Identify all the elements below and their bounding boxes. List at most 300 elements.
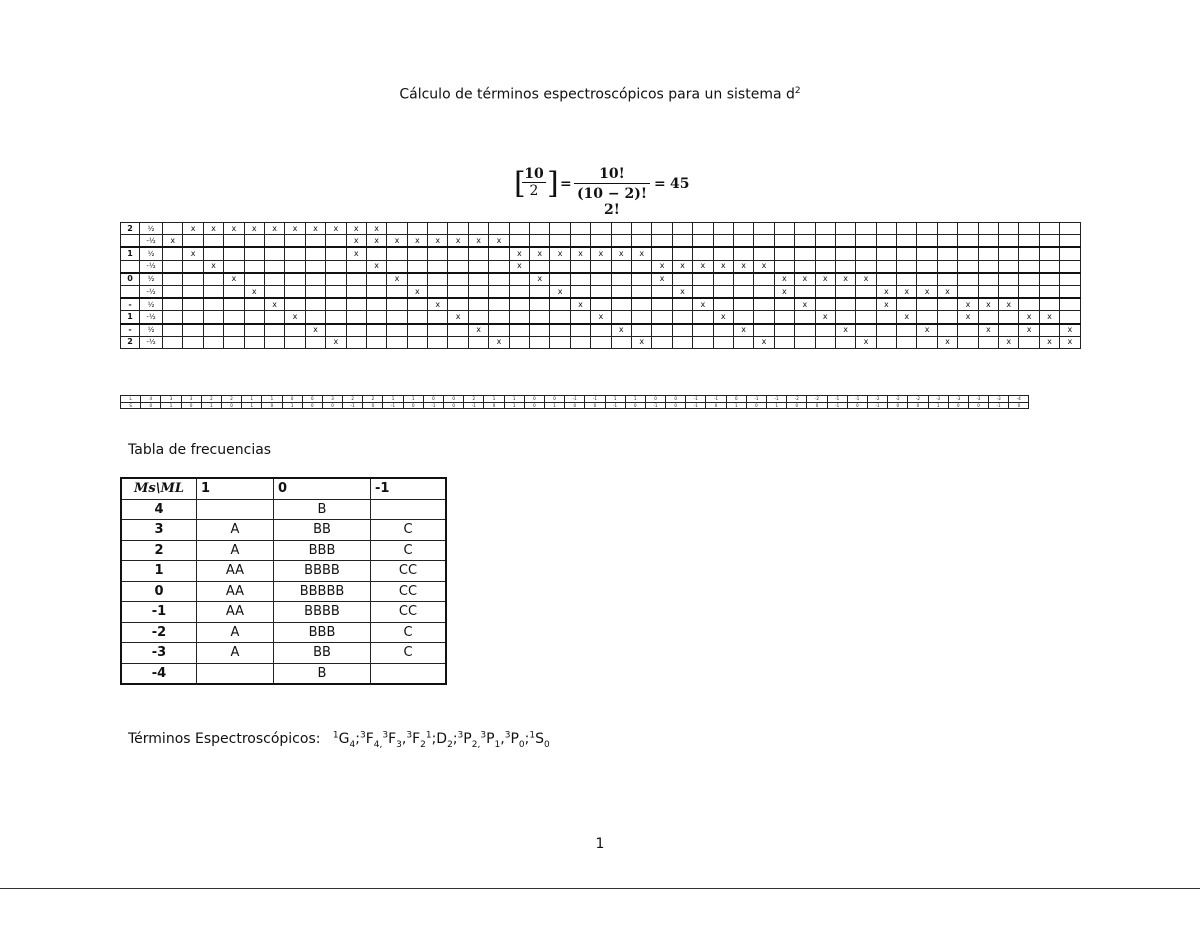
grid-cell: x — [876, 285, 896, 298]
grid-cell — [693, 324, 713, 337]
grid-cell — [611, 298, 631, 311]
frequency-cell: B — [274, 499, 371, 520]
grid-cell — [203, 235, 223, 248]
grid-cell: x — [366, 223, 386, 235]
grid-cell — [570, 285, 590, 298]
grid-cell — [917, 336, 937, 348]
grid-cell: x — [407, 285, 427, 298]
grid-cell — [1060, 273, 1080, 286]
grid-cell — [163, 311, 183, 324]
grid-cell — [1039, 260, 1059, 273]
grid-cell: x — [958, 298, 978, 311]
grid-cell — [407, 223, 427, 235]
grid-cell: x — [795, 273, 815, 286]
ml-label: - — [121, 298, 140, 311]
grid-cell — [163, 324, 183, 337]
grid-cell — [774, 324, 794, 337]
grid-cell — [937, 311, 957, 324]
grid-cell — [407, 273, 427, 286]
grid-cell — [387, 285, 407, 298]
grid-cell — [1060, 311, 1080, 324]
grid-cell: x — [1039, 311, 1059, 324]
summary-cell: 0 — [746, 402, 766, 409]
grid-cell — [305, 311, 325, 324]
ml-label — [121, 285, 140, 298]
grid-cell: x — [550, 247, 570, 260]
ms-label: ½ — [140, 298, 163, 311]
grid-cell — [754, 247, 774, 260]
grid-cell — [1019, 285, 1039, 298]
grid-cell — [366, 311, 386, 324]
frequency-cell: BBBB — [274, 602, 371, 623]
grid-cell: x — [591, 247, 611, 260]
frequency-cell: BB — [274, 520, 371, 541]
grid-cell — [366, 285, 386, 298]
grid-cell — [366, 273, 386, 286]
grid-cell — [285, 324, 305, 337]
grid-cell — [1019, 260, 1039, 273]
ms-label: -½ — [140, 311, 163, 324]
grid-cell — [937, 235, 957, 248]
grid-cell: x — [570, 247, 590, 260]
grid-cell — [795, 247, 815, 260]
grid-cell — [387, 311, 407, 324]
grid-cell — [183, 235, 203, 248]
grid-cell — [611, 336, 631, 348]
grid-cell — [468, 285, 488, 298]
summary-cell: 0 — [645, 396, 665, 403]
grid-cell — [876, 273, 896, 286]
grid-cell — [1060, 260, 1080, 273]
grid-cell — [713, 273, 733, 286]
grid-cell — [631, 285, 651, 298]
grid-cell — [489, 311, 509, 324]
grid-cell — [897, 260, 917, 273]
summary-cell: 0 — [625, 402, 645, 409]
grid-cell — [856, 247, 876, 260]
grid-cell — [387, 247, 407, 260]
grid-cell — [468, 298, 488, 311]
grid-cell: x — [387, 273, 407, 286]
summary-cell: -3 — [968, 396, 988, 403]
grid-cell — [285, 260, 305, 273]
grid-cell — [428, 260, 448, 273]
left-bracket: [ — [514, 166, 526, 201]
spectroscopic-terms — [128, 730, 550, 749]
summary-cell: -1 — [686, 396, 706, 403]
grid-cell: x — [550, 285, 570, 298]
grid-cell — [774, 311, 794, 324]
grid-cell — [366, 336, 386, 348]
grid-cell — [631, 235, 651, 248]
grid-cell — [835, 298, 855, 311]
summary-cell: -2 — [908, 396, 928, 403]
grid-cell — [937, 247, 957, 260]
grid-cell — [693, 285, 713, 298]
frequency-cell: 3 — [121, 520, 197, 541]
grid-cell — [387, 223, 407, 235]
grid-cell — [774, 247, 794, 260]
summary-cell: 0 — [544, 396, 564, 403]
grid-cell — [387, 324, 407, 337]
grid-cell — [387, 298, 407, 311]
grid-cell — [570, 324, 590, 337]
summary-cell: 1 — [201, 402, 221, 409]
binomial — [522, 166, 546, 199]
grid-cell — [672, 336, 692, 348]
grid-cell — [815, 324, 835, 337]
summary-label: L — [121, 396, 141, 403]
grid-cell — [448, 336, 468, 348]
summary-cell: -1 — [383, 402, 403, 409]
grid-row — [121, 285, 1081, 298]
grid-cell — [550, 298, 570, 311]
grid-cell: x — [1060, 336, 1080, 348]
grid-cell: x — [326, 336, 346, 348]
grid-cell — [530, 285, 550, 298]
grid-cell — [163, 298, 183, 311]
grid-cell: x — [631, 336, 651, 348]
grid-cell — [1060, 298, 1080, 311]
grid-row — [121, 336, 1081, 348]
fraction-numerator: 10! — [574, 166, 650, 184]
grid-cell — [978, 260, 998, 273]
grid-cell — [448, 260, 468, 273]
grid-cell — [733, 247, 753, 260]
grid-cell: x — [713, 260, 733, 273]
microstate-grid — [120, 222, 1081, 349]
grid-cell — [672, 247, 692, 260]
summary-cell: 0 — [968, 402, 988, 409]
frequency-cell: BBB — [274, 540, 371, 561]
grid-cell — [163, 247, 183, 260]
summary-cell: 1 — [282, 402, 302, 409]
grid-cell — [652, 324, 672, 337]
frequency-cell: AA — [197, 602, 274, 623]
ml-label: 0 — [121, 273, 140, 286]
grid-cell — [570, 223, 590, 235]
grid-cell — [978, 273, 998, 286]
grid-cell — [163, 260, 183, 273]
grid-cell — [244, 324, 264, 337]
grid-cell — [550, 324, 570, 337]
grid-cell — [550, 223, 570, 235]
grid-cell: x — [876, 298, 896, 311]
summary-cell: -1 — [867, 402, 887, 409]
grid-cell: x — [448, 235, 468, 248]
frequency-row — [121, 520, 446, 541]
grid-cell: x — [795, 298, 815, 311]
grid-cell — [917, 298, 937, 311]
grid-cell — [611, 311, 631, 324]
summary-cell: -1 — [746, 396, 766, 403]
grid-cell — [448, 298, 468, 311]
grid-cell — [754, 324, 774, 337]
grid-cell — [815, 298, 835, 311]
grid-cell — [978, 235, 998, 248]
grid-cell — [999, 247, 1019, 260]
summary-cell: 0 — [666, 402, 686, 409]
grid-cell — [326, 260, 346, 273]
binomial-top: 10 — [524, 166, 544, 182]
grid-row — [121, 324, 1081, 337]
grid-cell — [958, 324, 978, 337]
grid-cell — [468, 311, 488, 324]
grid-cell — [1019, 336, 1039, 348]
grid-cell — [387, 260, 407, 273]
grid-cell — [428, 285, 448, 298]
frequency-row — [121, 622, 446, 643]
formula-result: 45 — [670, 176, 690, 192]
summary-cell: 1 — [262, 396, 282, 403]
grid-cell: x — [693, 298, 713, 311]
grid-cell — [224, 311, 244, 324]
summary-cell: -2 — [888, 396, 908, 403]
summary-cell: -4 — [1009, 396, 1029, 403]
grid-cell — [672, 223, 692, 235]
grid-cell: x — [652, 273, 672, 286]
grid-cell — [183, 336, 203, 348]
grid-cell — [897, 298, 917, 311]
summary-cell: 0 — [484, 402, 504, 409]
grid-cell — [203, 247, 223, 260]
grid-cell — [937, 223, 957, 235]
frequency-cell: A — [197, 540, 274, 561]
grid-cell — [366, 324, 386, 337]
ms-label: -½ — [140, 235, 163, 248]
grid-cell: x — [856, 273, 876, 286]
grid-cell — [856, 311, 876, 324]
grid-cell: x — [264, 298, 284, 311]
grid-cell — [1039, 223, 1059, 235]
summary-row-l — [121, 396, 1029, 403]
grid-cell — [509, 223, 529, 235]
summary-cell: 0 — [807, 402, 827, 409]
grid-cell — [448, 223, 468, 235]
grid-cell — [530, 235, 550, 248]
grid-cell — [326, 298, 346, 311]
term: $^1;D_2$; — [425, 730, 458, 750]
term: $^3F_{4,}$ — [359, 730, 383, 750]
grid-cell — [897, 273, 917, 286]
frequency-cell: B — [274, 663, 371, 684]
ml-label: 2 — [121, 336, 140, 348]
grid-cell — [937, 260, 957, 273]
frequency-cell: 4 — [121, 499, 197, 520]
grid-cell — [713, 285, 733, 298]
grid-cell — [591, 235, 611, 248]
summary-cell: -1 — [706, 396, 726, 403]
grid-cell — [693, 235, 713, 248]
grid-cell — [611, 260, 631, 273]
grid-cell: x — [203, 260, 223, 273]
grid-cell: x — [570, 298, 590, 311]
summary-cell: 1 — [928, 402, 948, 409]
grid-cell — [183, 260, 203, 273]
frequency-cell: -4 — [121, 663, 197, 684]
grid-cell — [978, 285, 998, 298]
grid-cell — [835, 285, 855, 298]
summary-cell: -3 — [928, 396, 948, 403]
grid-cell — [652, 311, 672, 324]
grid-cell — [713, 247, 733, 260]
grid-cell — [550, 260, 570, 273]
grid-row — [121, 311, 1081, 324]
grid-cell: x — [530, 273, 550, 286]
summary-cell: 0 — [302, 396, 322, 403]
grid-cell — [264, 247, 284, 260]
grid-cell — [305, 298, 325, 311]
grid-cell — [672, 235, 692, 248]
grid-cell — [733, 273, 753, 286]
grid-cell: x — [530, 247, 550, 260]
grid-cell — [203, 324, 223, 337]
grid-cell — [407, 336, 427, 348]
grid-cell — [305, 336, 325, 348]
grid-cell: x — [366, 235, 386, 248]
grid-cell — [978, 247, 998, 260]
summary-cell: -3 — [948, 396, 968, 403]
ms-label: -½ — [140, 260, 163, 273]
grid-cell — [611, 223, 631, 235]
summary-cell: 2 — [201, 396, 221, 403]
grid-cell — [428, 273, 448, 286]
grid-cell: x — [346, 247, 366, 260]
grid-cell — [999, 260, 1019, 273]
grid-cell — [326, 247, 346, 260]
grid-cell — [183, 273, 203, 286]
grid-cell — [937, 273, 957, 286]
grid-cell — [1019, 223, 1039, 235]
grid-cell — [591, 260, 611, 273]
summary-cell: 1 — [767, 402, 787, 409]
grid-cell — [897, 235, 917, 248]
grid-cell — [958, 247, 978, 260]
grid-cell — [856, 260, 876, 273]
frequency-cell: -1 — [121, 602, 197, 623]
summary-cell: 0 — [888, 402, 908, 409]
grid-cell — [591, 324, 611, 337]
grid-cell — [428, 223, 448, 235]
grid-cell — [754, 223, 774, 235]
frequency-table-label: Tabla de frecuencias — [128, 442, 272, 458]
grid-cell — [631, 260, 651, 273]
grid-cell — [530, 298, 550, 311]
grid-cell — [693, 247, 713, 260]
grid-cell — [203, 285, 223, 298]
frequency-cell: 0 — [121, 581, 197, 602]
grid-cell: x — [815, 311, 835, 324]
frequency-table — [120, 477, 447, 685]
grid-cell: x — [937, 285, 957, 298]
frequency-cell: A — [197, 643, 274, 664]
summary-label: S — [121, 402, 141, 409]
summary-cell: 1 — [504, 396, 524, 403]
grid-cell — [285, 298, 305, 311]
frequency-cell: -2 — [121, 622, 197, 643]
grid-cell — [530, 336, 550, 348]
summary-cell: -1 — [645, 402, 665, 409]
grid-row — [121, 273, 1081, 286]
grid-cell — [774, 298, 794, 311]
summary-cell: -1 — [423, 402, 443, 409]
grid-cell — [652, 298, 672, 311]
grid-cell — [917, 311, 937, 324]
grid-cell — [448, 324, 468, 337]
grid-cell — [652, 223, 672, 235]
grid-cell: x — [305, 324, 325, 337]
ml-label — [121, 235, 140, 248]
grid-cell — [835, 247, 855, 260]
grid-cell — [489, 247, 509, 260]
grid-cell: x — [937, 336, 957, 348]
terms-list — [332, 730, 550, 750]
grid-cell — [693, 273, 713, 286]
summary-cell: 0 — [948, 402, 968, 409]
summary-cell: 0 — [706, 402, 726, 409]
grid-cell — [1039, 235, 1059, 248]
grid-row — [121, 235, 1081, 248]
ms-label: ½ — [140, 324, 163, 337]
summary-cell: -1 — [464, 402, 484, 409]
grid-cell — [366, 247, 386, 260]
grid-cell — [693, 336, 713, 348]
grid-cell — [305, 235, 325, 248]
grid-cell — [876, 247, 896, 260]
microstate-summary-table — [120, 395, 1029, 409]
grid-cell — [489, 298, 509, 311]
grid-cell: x — [611, 247, 631, 260]
grid-cell — [591, 285, 611, 298]
grid-cell — [999, 324, 1019, 337]
page-number: 1 — [595, 836, 605, 852]
frequency-cell: BB — [274, 643, 371, 664]
grid-cell — [224, 324, 244, 337]
summary-cell: 1 — [242, 396, 262, 403]
grid-cell — [305, 247, 325, 260]
grid-cell — [448, 285, 468, 298]
grid-cell — [795, 336, 815, 348]
grid-cell: x — [448, 311, 468, 324]
grid-cell: x — [978, 298, 998, 311]
right-bracket: ] — [547, 166, 559, 201]
summary-cell: 2 — [363, 396, 383, 403]
grid-cell — [835, 235, 855, 248]
grid-cell — [550, 311, 570, 324]
grid-cell — [795, 311, 815, 324]
frequency-cell: C — [371, 520, 447, 541]
grid-cell — [509, 324, 529, 337]
summary-cell: 3 — [181, 396, 201, 403]
grid-cell — [754, 273, 774, 286]
summary-cell: 0 — [787, 402, 807, 409]
frequency-cell — [371, 663, 447, 684]
grid-cell — [1039, 285, 1059, 298]
frequency-cell — [197, 499, 274, 520]
grid-cell — [224, 298, 244, 311]
grid-cell — [1019, 298, 1039, 311]
grid-cell — [530, 324, 550, 337]
grid-cell: x — [305, 223, 325, 235]
grid-cell — [468, 247, 488, 260]
summary-cell: 0 — [908, 402, 928, 409]
grid-cell — [285, 273, 305, 286]
grid-cell: x — [774, 273, 794, 286]
grid-cell — [774, 223, 794, 235]
frequency-cell — [197, 663, 274, 684]
grid-cell — [264, 235, 284, 248]
grid-cell — [203, 336, 223, 348]
